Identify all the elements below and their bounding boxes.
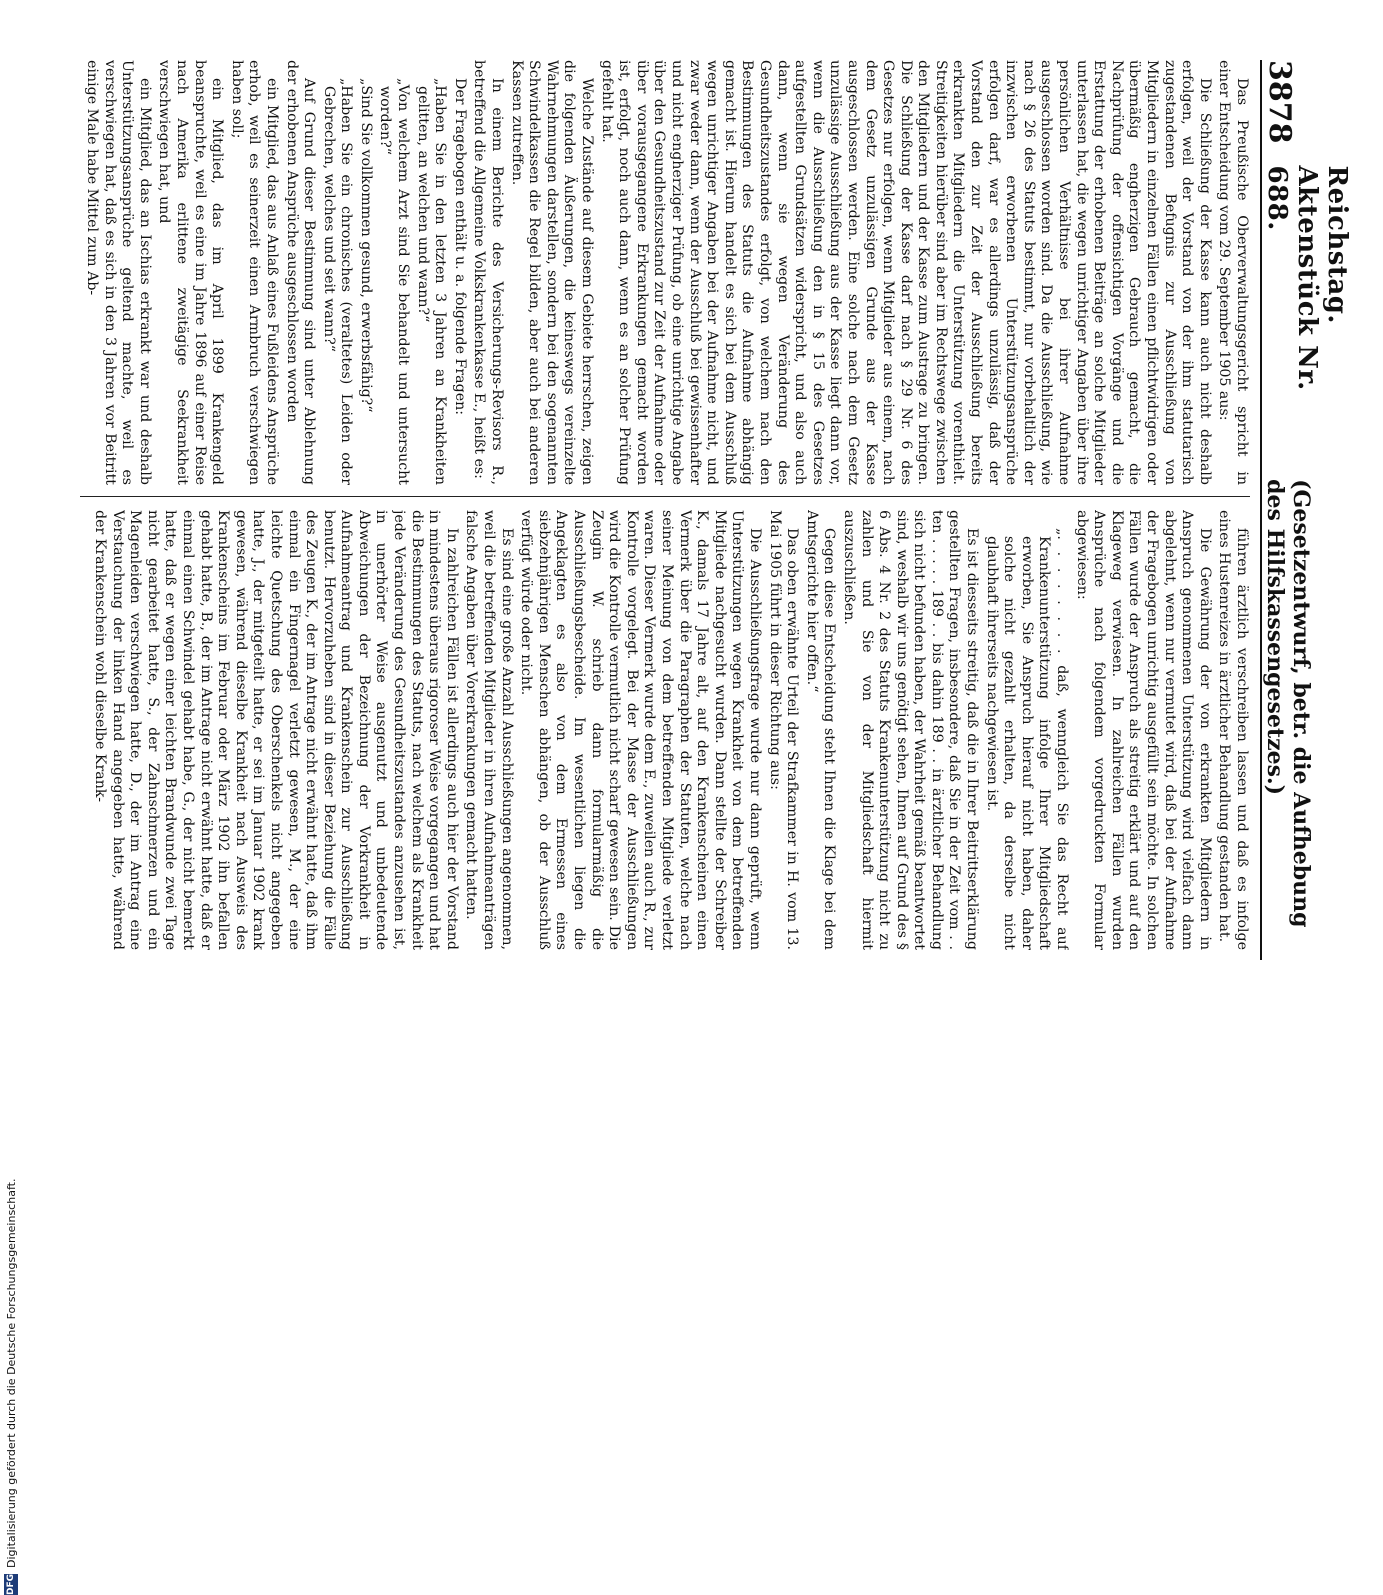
paragraph: Der Fragebogen enthält u. a. folgende Fragen: — [451, 78, 468, 416]
right-column — [60, 510, 1250, 950]
column-divider — [80, 496, 1250, 497]
paragraph: Das Preußische Oberverwaltungsgericht spricht in einer Entscheidung vom 29. September 1905 aus: — [1216, 60, 1250, 485]
paragraph: Es ist diesseits streitig, daß die in Ihrer Beitrittserklärung gestellten Fragen, insbesondere, daß Sie in der Zeit vom . . ten . . . . . 189 . . bis dahin 189 . . in ärztlicher Behandlung sich nicht befunden haben, der Wahrheit gemäß beantwortet sind, weshalb wir uns genötigt sehen, Ihnen auf Grund des § 6 Abs. 4 Nr. 2 des Statuts Krankenunterstützung nicht zu zahlen und Sie von der Mitgliedschaft hiermit auszuschließen. — [840, 510, 981, 950]
document-page — [20, 0, 1352, 1000]
credit-text: Digitalisierung gefördert durch die Deutsche Forschungsgemeinschaft. — [4, 1178, 18, 1568]
paragraph: „Haben Sie in den letzten 3 Jahren an Krankheiten gelitten, an welchen und wann?“ — [414, 78, 449, 485]
page-title: Reichstag. Aktenstück Nr. 688. — [1262, 165, 1352, 391]
paragraph: „. . . . . . . . daß, wenngleich Sie das Recht auf Krankenunterstützung infolge Ihrer Mitgliedschaft erworben, Sie Anspruch hierauf nicht haben, daher solche nicht gezahlt erhalten, da derselbe nicht glaubhaft ihrerseits nachgewiesen ist. — [983, 528, 1071, 950]
paragraph: In einem Berichte des Versicherungs-Revisors R., betreffend die Allgemeine Volkskrankenkasse E., heißt es: — [471, 60, 506, 485]
paragraph: In zahlreichen Fällen ist allerdings auch hier der Vorstand in mindestens überaus rigoroser Weise vorgegangen und hat die Bestimmungen des Statuts, nach welchem als Krankheit jede Veränderung des Gesundheitszustandes anzusehen ist, in unerhörter Weise ausgenutzt und unbedeutende Abweichungen der Bezeichnung der Vorkrankheit in Aufnahmeantrag und Krankenschein zur Ausschließung benutzt. Hervorzuheben sind in dieser Beziehung die Fälle des Zeugen K., der im Antrage nicht erwähnt hatte, daß ihm einmal ein Fingernagel verletzt gewesen, M., der eine leichte Quetschung des Oberschenkels nicht angegeben hatte, J., der mitgeteilt hatte, er sei im Januar 1902 krank gewesen, während dieselbe Krankheit nach Ausweis des Krankenscheins im Februar oder März 1902 ihn befallen gehabt hatte, B., der im Antrage nicht erwähnt hatte, daß er einmal einen Schwindel gehabt habe, G., der nicht bemerkt hatte, daß er wegen einer leichten Brandwunde zwei Tage nicht gearbeitet hatte, S., der Zahnschmerzen und ein Magenleiden verschwiegen hatte, D., der im Antrag eine Verstauchung der linken Hand angegeben hatte, während der Krankenschein wohl dieselbe Krank- — [92, 510, 460, 950]
paragraph: Auf Grund dieser Bestimmung sind unter Ablehnung der erhobenen Ansprüche ausgeschlossen worden — [283, 60, 318, 485]
dfg-logo-icon: DFG — [6, 1573, 16, 1595]
paragraph: ein Mitglied, das aus Anlaß eines Fußleidens Ansprüche erhob, weil es seinerzeit einen Armbruch verschwiegen haben soll; — [228, 60, 280, 485]
paragraph: Die Ausschließungsfrage wurde nur dann geprüft, wenn Unterstützungen wegen Krankheit von dem betreffenden Mitgliede nachgesucht wurden. Dann stellte der Schreiber K., damals 17 Jahre alt, auf den Krankenscheinen einen Vermerk über die Paragraphen der Statuten, welche nach seiner Meinung von dem betreffenden Mitgliede verletzt waren. Dieser Vermerk wurde dem E., zuweilen auch R., zur Kontrolle vorgelegt. Bei der Masse der Ausschließungen wird die Kontrolle vermutlich nicht scharf gewesen sein. Die Zeugin W. schrieb dann formularmäßig die Ausschließungsbescheide. Im wesentlichen liegen die Angeklagten es also von dem Ermessen eines siebzehnjährigen Menschen abhängen, ob der Ausschluß verfügt würde oder nicht. — [518, 510, 763, 950]
paragraph: ein Mitglied, das im April 1899 Krankengeld beanspruchte, weil es eine im Jahre 1896 auf einer Reise nach Amerika erlittene zweitägige Seekrankheit verschwiegen hat, und — [156, 60, 226, 485]
paragraph: Welche Zustände auf diesem Gebiete herrschen, zeigen die folgenden Äußerungen, die keineswegs vereinzelte Wahrnehmungen darstellen, sondern bei den sogenannten Schwindelkassen die Regel bilden, aber auch bei anderen Kassen zutreffen. — [508, 60, 596, 485]
page-header — [1260, 60, 1352, 960]
paragraph: „Haben Sie ein chronisches (veraltetes) Leiden oder Gebrechen, welches und seit wann?“ — [320, 78, 355, 485]
paragraph: Es sind eine große Anzahl Ausschließungen angenommen, weil die betreffenden Mitglieder in ihren Aufnahmeanträgen falsche Angaben über Vorerkrankungen gemacht hatten. — [463, 510, 515, 950]
paragraph: Die Schließung der Kasse kann auch nicht deshalb erfolgen, weil der Vorstand von der ihm statutarisch zugestandenen Befugnis zur Ausschließung von Mitgliedern in einzelnen Fällen einen pflichtwidrigen oder übermäßig engherzigen Gebrauch gemacht, die Nachprüfung der offensichtigen Vorgänge und die Erstattung der erhobenen Beiträge an solche Mitglieder unterlassen hat, die wegen unrichtiger Angaben über ihre persönlichen Verhältnisse bei ihrer Aufnahme ausgeschlossen worden sind. Da die Ausschließung, wie nach § 26 des Statuts bestimmt, nur vorbehaltlich der inzwischen erworbenen Unterstützungsansprüche erfolgen darf, war es allerdings unzulässig, daß der Vorstand den zur Zeit der Ausschließung bereits erkrankten Mitgliedern die Unterstützung vorenthielt. Streitigkeiten hierüber sind aber im Rechtswege zwischen den Mitgliedern und der Kasse zum Austrage zu bringen. Die Schließung der Kasse darf nach § 29 Nr. 6 des Gesetzes nur erfolgen, wenn Mitglieder aus einem, nach dem Gesetz unzulässigen Grunde aus der Kasse ausgeschlossen werden. Eine solche nach dem Gesetz unzulässige Ausschließung aus der Kasse liegt dann vor, wenn die Ausschließung den in § 15 des Gesetzes aufgestellten Grundsätzen widerspricht, und also auch dann, wenn sie wegen Veränderung des Gesundheitszustandes erfolgt, von welchem nach den Bestimmungen des Statuts die Aufnahme abhängig gemacht ist. Hierum handelt es sich bei dem Ausschluß wegen unrichtiger Angaben bei der Aufnahme nicht, und zwar weder dann, wenn der Ausschluß bei gewissenhafter und nicht engherziger Prüfung, ob eine unrichtige Angabe über den Gesundheitszustand zur Zeit der Aufnahme oder über vorausgegangene Erkrankungen gemacht worden ist, erfolgt, noch auch dann, wenn es an solcher Prüfung gefehlt hat. — [598, 60, 1213, 485]
paragraph: Das oben erwähnte Urteil der Strafkammer in H. vom 13. Mai 1905 führt in dieser Richtung aus: — [766, 510, 801, 950]
left-column — [60, 60, 1250, 485]
paragraph: führen ärztlich verschreiben lassen und daß es infolge eines Hustenreizes in ärztlicher Behandlung gestanden hat. — [1216, 510, 1250, 950]
paragraph: Gegen diese Entscheidung steht Ihnen die Klage bei dem Amtsgerichte hier offen.“ — [803, 510, 838, 950]
paragraph: ein Mitglied, das an Ischias erkrankt war und deshalb Unterstützungsansprüche geltend machte, weil es verschwiegen hat, daß es sich in den 3 Jahren vor Beitritt einige Male habe Mittel zum Ab- — [84, 60, 153, 485]
page-number: 3878 — [1262, 60, 1297, 144]
paragraph: Die Gewährung der von erkrankten Mitgliedern in Anspruch genommenen Unterstützung wird vielfach dann abgelehnt, wenn nur vermutet wird, daß bei der Aufnahme der Fragebogen unrichtig ausgefüllt sein möchte. In solchen Fällen wurde der Anspruch als streitig erklärt und auf den Klageweg verwiesen. In zahlreichen Fällen wurden Ansprüche nach folgendem vorgedruckten Formular abgewiesen: — [1073, 510, 1213, 950]
page-subtitle: (Gesetzentwurf, betr. die Aufhebung des Hilfskassengesetzes.) — [1262, 479, 1314, 928]
paragraph: „Von welchem Arzt sind Sie behandelt und untersucht worden?“ — [377, 78, 412, 485]
digitization-credit — [0, 1178, 22, 1595]
paragraph: „Sind Sie vollkommen gesund, erwerbsfähig?“ — [357, 78, 374, 413]
